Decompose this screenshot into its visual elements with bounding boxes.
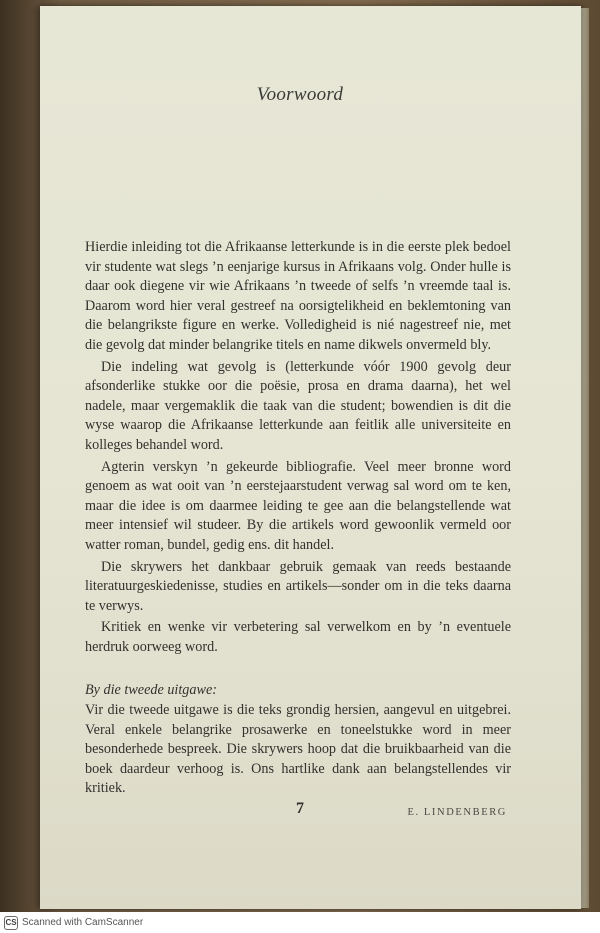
paragraph-5: Kritiek en wenke vir verbetering sal verwelkom en by ’n eventuele herdruk oorweeg word. bbox=[85, 619, 511, 655]
paragraph-1: Hierdie inleiding tot die Afrikaanse letterkunde is in die eerste plek bedoel vir studente wat slegs ’n eenjarige kursus in Afrikaans volg. Onder hulle is daar ook diegene vir wie Afrikaans ’n tweede of selfs ’n vreemde taal is. Daarom word hier veral gestreef na oorsigtelikheid en beklemtoning van die belangrikste figure en werke. Volledigheid is nié nagestreef nie, met die gevolg dat minder belangrike titels en name dikwels onvermeld bly. bbox=[85, 239, 511, 353]
paragraph-4: Die skrywers het dankbaar gebruik gemaak van reeds bestaande literatuurgeskiedenisse, studies en artikels—sonder om in die teks daarna te verwys. bbox=[85, 558, 511, 614]
scanner-watermark-text: Scanned with CamScanner bbox=[22, 917, 144, 928]
second-edition-heading: By die tweede uitgawe: bbox=[85, 682, 217, 699]
paragraph-2: Die indeling wat gevolg is (letterkunde vóór 1900 gevolg deur afsonderlike stukke oor die poësie, prosa en drama daarna), het wel nadele, maar vergemaklik die taak van die student; bowendien is dit die wyse waarop die Afrikaanse letterkunde aan feitlik alle universiteite en kolleges behandel word. bbox=[85, 358, 511, 453]
camscanner-logo-icon: CS bbox=[4, 916, 18, 930]
second-edition-paragraph: Vir die tweede uitgawe is die teks grondig hersien, aangevul en uitgebrei. Veral enkele belangrike prosawerke en toneelstukke word in meer besonderhede bespreek. Die skrywers hoop dat die bruikbaarheid van die boek daardeur verhoog is. Ons hartlike dank aan belangstellendes vir kritiek. bbox=[85, 702, 511, 797]
page-title: Voorwoord bbox=[256, 84, 344, 105]
scanner-footer bbox=[0, 912, 600, 933]
page-number: 7 bbox=[296, 800, 304, 817]
page-edge bbox=[581, 8, 589, 908]
body-text bbox=[85, 238, 511, 823]
paragraph-3: Agterin verskyn ’n gekeurde bibliografie. Veel meer bronne word genoem as wat ooit van ’n eerstejaarstudent verwag sal word om te ken, maar die idee is om daarmee leiding te gee aan die belangstellende wat meer intensief wil studeer. By die artikels word gewoonlik vermeld oor watter roman, bundel, gedig ens. dit handel. bbox=[85, 458, 511, 553]
author-signature: E. LINDENBERG bbox=[407, 807, 507, 819]
